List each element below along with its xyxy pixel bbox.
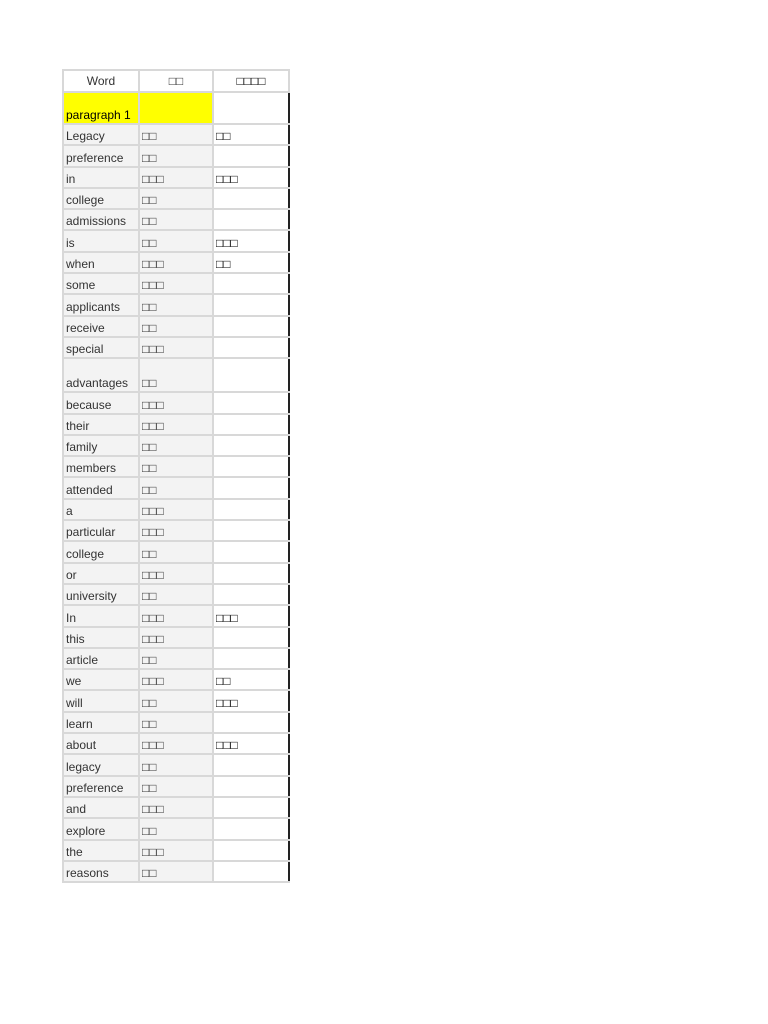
header-pos[interactable]: □□ — [139, 70, 213, 92]
word-cell[interactable]: family — [63, 435, 139, 456]
table-row — [63, 252, 289, 273]
table-row — [63, 499, 289, 520]
pos-cell[interactable]: □□□ — [139, 273, 213, 294]
extra-cell[interactable] — [213, 316, 289, 337]
table-body — [63, 92, 289, 882]
word-cell[interactable]: admissions — [63, 209, 139, 230]
pos-cell[interactable]: □□ — [139, 230, 213, 251]
vocabulary-table — [62, 69, 290, 883]
pos-cell[interactable]: □□ — [139, 818, 213, 839]
word-cell[interactable]: attended — [63, 477, 139, 498]
word-cell[interactable]: some — [63, 273, 139, 294]
pos-cell[interactable]: □□□ — [139, 392, 213, 413]
extra-cell[interactable]: □□□ — [213, 230, 289, 251]
word-cell[interactable]: college — [63, 541, 139, 562]
header-row — [63, 70, 289, 92]
pos-cell[interactable]: □□□ — [139, 167, 213, 188]
pos-cell[interactable]: □□ — [139, 456, 213, 477]
pos-cell[interactable]: □□ — [139, 435, 213, 456]
pos-cell[interactable]: □□□ — [139, 414, 213, 435]
extra-cell[interactable] — [213, 435, 289, 456]
extra-cell[interactable] — [213, 456, 289, 477]
extra-cell[interactable] — [213, 92, 289, 124]
table-row — [63, 230, 289, 251]
table-row — [63, 456, 289, 477]
word-cell[interactable]: college — [63, 188, 139, 209]
header-word[interactable]: Word — [63, 70, 139, 92]
table-row — [63, 584, 289, 605]
extra-cell[interactable] — [213, 414, 289, 435]
word-cell[interactable]: a — [63, 499, 139, 520]
extra-cell[interactable]: □□ — [213, 252, 289, 273]
pos-cell[interactable]: □□ — [139, 861, 213, 882]
word-cell[interactable]: because — [63, 392, 139, 413]
extra-cell[interactable] — [213, 520, 289, 541]
extra-cell[interactable] — [213, 273, 289, 294]
pos-cell[interactable]: □□ — [139, 776, 213, 797]
word-cell[interactable]: university — [63, 584, 139, 605]
table-row — [63, 712, 289, 733]
pos-cell[interactable]: □□□ — [139, 733, 213, 754]
table-row — [63, 435, 289, 456]
extra-cell[interactable] — [213, 584, 289, 605]
word-cell[interactable]: when — [63, 252, 139, 273]
word-cell[interactable]: preference — [63, 776, 139, 797]
extra-cell[interactable] — [213, 818, 289, 839]
extra-cell[interactable] — [213, 188, 289, 209]
pos-cell[interactable]: □□ — [139, 712, 213, 733]
pos-cell[interactable] — [139, 92, 213, 124]
pos-cell[interactable]: □□ — [139, 754, 213, 775]
extra-cell[interactable]: □□□ — [213, 167, 289, 188]
pos-cell[interactable]: □□ — [139, 584, 213, 605]
pos-cell[interactable]: □□ — [139, 648, 213, 669]
table-row — [63, 167, 289, 188]
pos-cell[interactable]: □□ — [139, 124, 213, 145]
pos-cell[interactable]: □□ — [139, 690, 213, 711]
table-row — [63, 294, 289, 315]
extra-cell[interactable] — [213, 563, 289, 584]
extra-cell[interactable] — [213, 209, 289, 230]
word-cell[interactable]: paragraph 1 — [63, 92, 139, 124]
table-row — [63, 648, 289, 669]
table-row — [63, 392, 289, 413]
pos-cell[interactable]: □□□ — [139, 499, 213, 520]
word-cell[interactable]: or — [63, 563, 139, 584]
word-cell[interactable]: the — [63, 840, 139, 861]
word-cell[interactable]: will — [63, 690, 139, 711]
table-row — [63, 840, 289, 861]
table-row — [63, 627, 289, 648]
word-cell[interactable]: in — [63, 167, 139, 188]
word-cell[interactable]: this — [63, 627, 139, 648]
pos-cell[interactable]: □□□ — [139, 337, 213, 358]
extra-cell[interactable] — [213, 712, 289, 733]
pos-cell[interactable]: □□ — [139, 358, 213, 392]
word-cell[interactable]: preference — [63, 145, 139, 166]
table-row — [63, 414, 289, 435]
extra-cell[interactable]: □□□ — [213, 733, 289, 754]
word-cell[interactable]: applicants — [63, 294, 139, 315]
table-row — [63, 818, 289, 839]
extra-cell[interactable]: □□ — [213, 669, 289, 690]
extra-cell[interactable] — [213, 358, 289, 392]
pos-cell[interactable]: □□□ — [139, 520, 213, 541]
extra-cell[interactable] — [213, 541, 289, 562]
table-row — [63, 733, 289, 754]
extra-cell[interactable] — [213, 337, 289, 358]
word-cell[interactable]: and — [63, 797, 139, 818]
table-row — [63, 861, 289, 882]
header-extra[interactable]: □□□□ — [213, 70, 289, 92]
table-row — [63, 605, 289, 626]
word-cell[interactable]: article — [63, 648, 139, 669]
table-row — [63, 209, 289, 230]
pos-cell[interactable]: □□ — [139, 316, 213, 337]
table-row — [63, 797, 289, 818]
extra-cell[interactable]: □□□ — [213, 605, 289, 626]
pos-cell[interactable]: □□□ — [139, 627, 213, 648]
word-cell[interactable]: about — [63, 733, 139, 754]
word-cell[interactable]: In — [63, 605, 139, 626]
extra-cell[interactable] — [213, 294, 289, 315]
extra-cell[interactable]: □□□ — [213, 690, 289, 711]
table-row — [63, 669, 289, 690]
extra-cell[interactable] — [213, 477, 289, 498]
word-cell[interactable]: particular — [63, 520, 139, 541]
word-cell[interactable]: advantages — [63, 358, 139, 392]
word-cell[interactable]: their — [63, 414, 139, 435]
extra-cell[interactable] — [213, 392, 289, 413]
table-row — [63, 273, 289, 294]
word-cell[interactable]: legacy — [63, 754, 139, 775]
extra-cell[interactable]: □□ — [213, 124, 289, 145]
extra-cell[interactable] — [213, 754, 289, 775]
table-header — [63, 70, 289, 92]
word-cell[interactable]: Legacy — [63, 124, 139, 145]
extra-cell[interactable] — [213, 145, 289, 166]
extra-cell[interactable] — [213, 840, 289, 861]
pos-cell[interactable]: □□□ — [139, 797, 213, 818]
pos-cell[interactable]: □□□ — [139, 252, 213, 273]
word-cell[interactable]: is — [63, 230, 139, 251]
table-row — [63, 145, 289, 166]
table-row — [63, 776, 289, 797]
table-row — [63, 563, 289, 584]
pos-cell[interactable]: □□□ — [139, 840, 213, 861]
pos-cell[interactable]: □□□ — [139, 605, 213, 626]
extra-cell[interactable] — [213, 499, 289, 520]
pos-cell[interactable]: □□ — [139, 294, 213, 315]
table-row — [63, 477, 289, 498]
word-cell[interactable]: learn — [63, 712, 139, 733]
word-cell[interactable]: members — [63, 456, 139, 477]
table-row — [63, 358, 289, 392]
section-header-row — [63, 92, 289, 124]
table-row — [63, 541, 289, 562]
pos-cell[interactable]: □□□ — [139, 563, 213, 584]
table-row — [63, 124, 289, 145]
word-cell[interactable]: special — [63, 337, 139, 358]
table-row — [63, 754, 289, 775]
pos-cell[interactable]: □□ — [139, 477, 213, 498]
extra-cell[interactable] — [213, 797, 289, 818]
word-cell[interactable]: receive — [63, 316, 139, 337]
table-row — [63, 188, 289, 209]
extra-cell[interactable] — [213, 627, 289, 648]
pos-cell[interactable]: □□□ — [139, 669, 213, 690]
extra-cell[interactable] — [213, 648, 289, 669]
table-row — [63, 316, 289, 337]
pos-cell[interactable]: □□ — [139, 188, 213, 209]
word-cell[interactable]: we — [63, 669, 139, 690]
word-cell[interactable]: reasons — [63, 861, 139, 882]
pos-cell[interactable]: □□ — [139, 209, 213, 230]
table-row — [63, 520, 289, 541]
table-row — [63, 337, 289, 358]
pos-cell[interactable]: □□ — [139, 541, 213, 562]
word-cell[interactable]: explore — [63, 818, 139, 839]
extra-cell[interactable] — [213, 861, 289, 882]
extra-cell[interactable] — [213, 776, 289, 797]
pos-cell[interactable]: □□ — [139, 145, 213, 166]
table-row — [63, 690, 289, 711]
